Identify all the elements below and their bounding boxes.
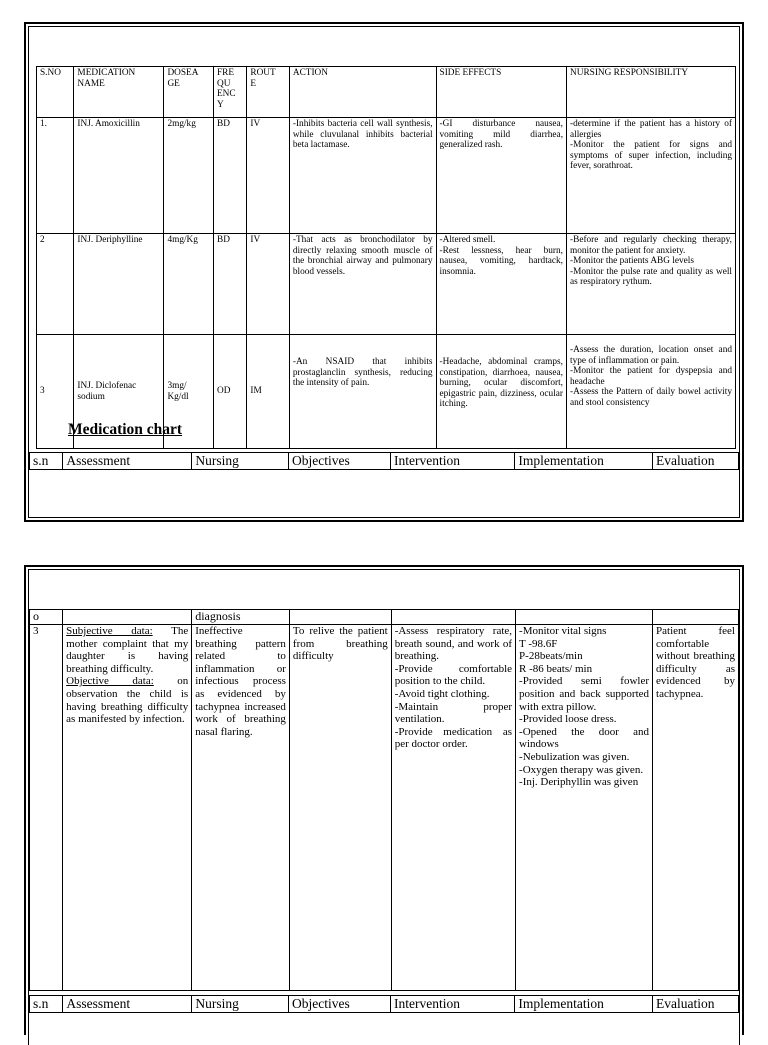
header-implementation: Implementation — [515, 453, 653, 470]
header-nursing-responsibility: NURSING RESPONSIBILITY — [567, 67, 736, 118]
header-sn: s.n — [30, 996, 63, 1013]
cell-medication-name: INJ. Amoxicillin — [74, 118, 164, 234]
cell-frequency: BD — [214, 234, 247, 335]
subheader-nursing: diagnosis — [192, 610, 290, 625]
header-intervention: Intervention — [391, 453, 515, 470]
subheader-sn: o — [30, 610, 63, 625]
header-dosage: DOSEA GE — [164, 67, 214, 118]
subheader-objectives — [289, 610, 391, 625]
objective-label: Objective data: — [66, 675, 154, 688]
header-implementation: Implementation — [515, 996, 653, 1013]
cell-dose: 2mg/kg — [164, 118, 214, 234]
cell-nursing-diagnosis: Ineffective breathing pattern related to inflammation or infectious process as evidenced by tachypnea increased work of breathing nasal flaring. — [192, 625, 290, 991]
cell-dose: 3mg/ Kg/dl — [164, 335, 214, 449]
cell-action: -Inhibits bacteria cell wall synthesis, while cluvulanal inhibits bacterial beta lactamase. — [289, 118, 436, 234]
header-objectives: Objectives — [288, 453, 390, 470]
subheader-implementation — [516, 610, 653, 625]
cell-intervention: -Assess respiratory rate, breath sound, and work of breathing. -Provide comfortable position to the child. -Avoid tight clothing. -Maintain proper ventilation. -Provide medication as per doctor order. — [391, 625, 515, 991]
cell-action: -That acts as bronchodilator by directly relaxing smooth muscle of the bronchial airway and pulmonary blood vessels. — [289, 234, 436, 335]
objective-text: on observation the child is having breathing difficulty as manifested by infection. — [66, 675, 189, 726]
subheader-intervention — [391, 610, 515, 625]
header-route: ROUT E — [247, 67, 289, 118]
cell-sno: 3 — [30, 625, 63, 991]
cell-objectives: To relive the patient from breathing difficulty — [289, 625, 391, 991]
header-objectives: Objectives — [288, 996, 390, 1013]
cell-frequency: BD — [214, 118, 247, 234]
care-plan-subheader-row — [30, 610, 739, 625]
subheader-evaluation — [653, 610, 739, 625]
cell-action: -An NSAID that inhibits prostaglanclin synthesis, reducing the intensity of pain. — [289, 335, 436, 449]
cell-route: IV — [247, 234, 289, 335]
cell-sno: 2 — [37, 234, 74, 335]
header-intervention: Intervention — [391, 996, 515, 1013]
header-sn: s.n — [30, 453, 63, 470]
header-side-effects: SIDE EFFECTS — [436, 67, 566, 118]
cell-side-effects: -Headache, abdominal cramps, constipation, diarrhoea, nausea, burning, ocular discomfort, epigastric pain, dizziness, ocular itching. — [436, 335, 566, 449]
header-nursing: Nursing — [192, 996, 289, 1013]
care-plan-row — [30, 625, 739, 991]
cell-nursing-responsibility: -Assess the duration, location onset and type of inflammation or pain. -Monitor the patient for dyspepsia and headache -Assess the Pattern of daily bowel activity and stool consistency — [567, 335, 736, 449]
care-plan-header-row — [30, 453, 739, 470]
cell-implementation: -Monitor vital signs T -98.6F P-28beats/min R -86 beats/ min -Provided semi fowler position and back supported with extra pillow. -Provided loose dress. -Opened the door and windows -Nebulization was given. -Oxygen therapy was given. -Inj. Deriphyllin was given — [516, 625, 653, 991]
header-action: ACTION — [289, 67, 436, 118]
medication-table — [36, 66, 736, 449]
cell-medication-name: INJ. Diclofenac sodium — [74, 335, 164, 449]
care-plan-header-table — [29, 452, 739, 470]
medication-row — [37, 234, 736, 335]
cell-route: IV — [247, 118, 289, 234]
cell-nursing-responsibility: -determine if the patient has a history of allergies -Monitor the patient for signs and symptoms of super infection, including fever, sorathroat. — [567, 118, 736, 234]
cell-nursing-responsibility: -Before and regularly checking therapy, monitor the patient for anxiety. -Monitor the patients ABG levels -Monitor the pulse rate and quality as well as respiratory rythum. — [567, 234, 736, 335]
cell-side-effects: -GI disturbance nausea, vomiting mild diarrhea, generalized rash. — [436, 118, 566, 234]
cell-medication-name: INJ. Deriphylline — [74, 234, 164, 335]
cell-sno: 3 — [37, 335, 74, 449]
chart-title: Medication chart — [68, 421, 183, 438]
header-sno: S.NO — [37, 67, 74, 118]
cell-assessment — [63, 625, 192, 991]
page-one — [24, 22, 744, 522]
header-assessment: Assessment — [63, 453, 192, 470]
subjective-text: The mother complaint that my daughter is having breathing difficulty. — [66, 625, 189, 675]
header-evaluation: Evaluation — [653, 996, 739, 1013]
header-medication-name: MEDICATION NAME — [74, 67, 164, 118]
medication-row — [37, 118, 736, 234]
care-plan-header-row — [30, 996, 739, 1013]
header-evaluation: Evaluation — [653, 453, 739, 470]
care-plan-header-table — [29, 995, 739, 1013]
header-nursing: Nursing — [192, 453, 289, 470]
cell-sno: 1. — [37, 118, 74, 234]
header-frequency: FRE QU ENC Y — [214, 67, 247, 118]
page-two — [24, 565, 744, 1035]
cell-route: IM — [247, 335, 289, 449]
cell-side-effects: -Altered smell. -Rest lessness, hear burn, nausea, vomiting, hardtack, insomnia. — [436, 234, 566, 335]
cell-dose: 4mg/Kg — [164, 234, 214, 335]
cell-frequency: OD — [214, 335, 247, 449]
header-assessment: Assessment — [63, 996, 192, 1013]
subheader-assessment — [63, 610, 192, 625]
subjective-label: Subjective data: — [66, 625, 153, 637]
cell-evaluation: Patient feel comfortable without breathing difficulty as evidenced by tachypnea. — [653, 625, 739, 991]
medication-header-row — [37, 67, 736, 118]
care-plan-table — [29, 609, 739, 991]
